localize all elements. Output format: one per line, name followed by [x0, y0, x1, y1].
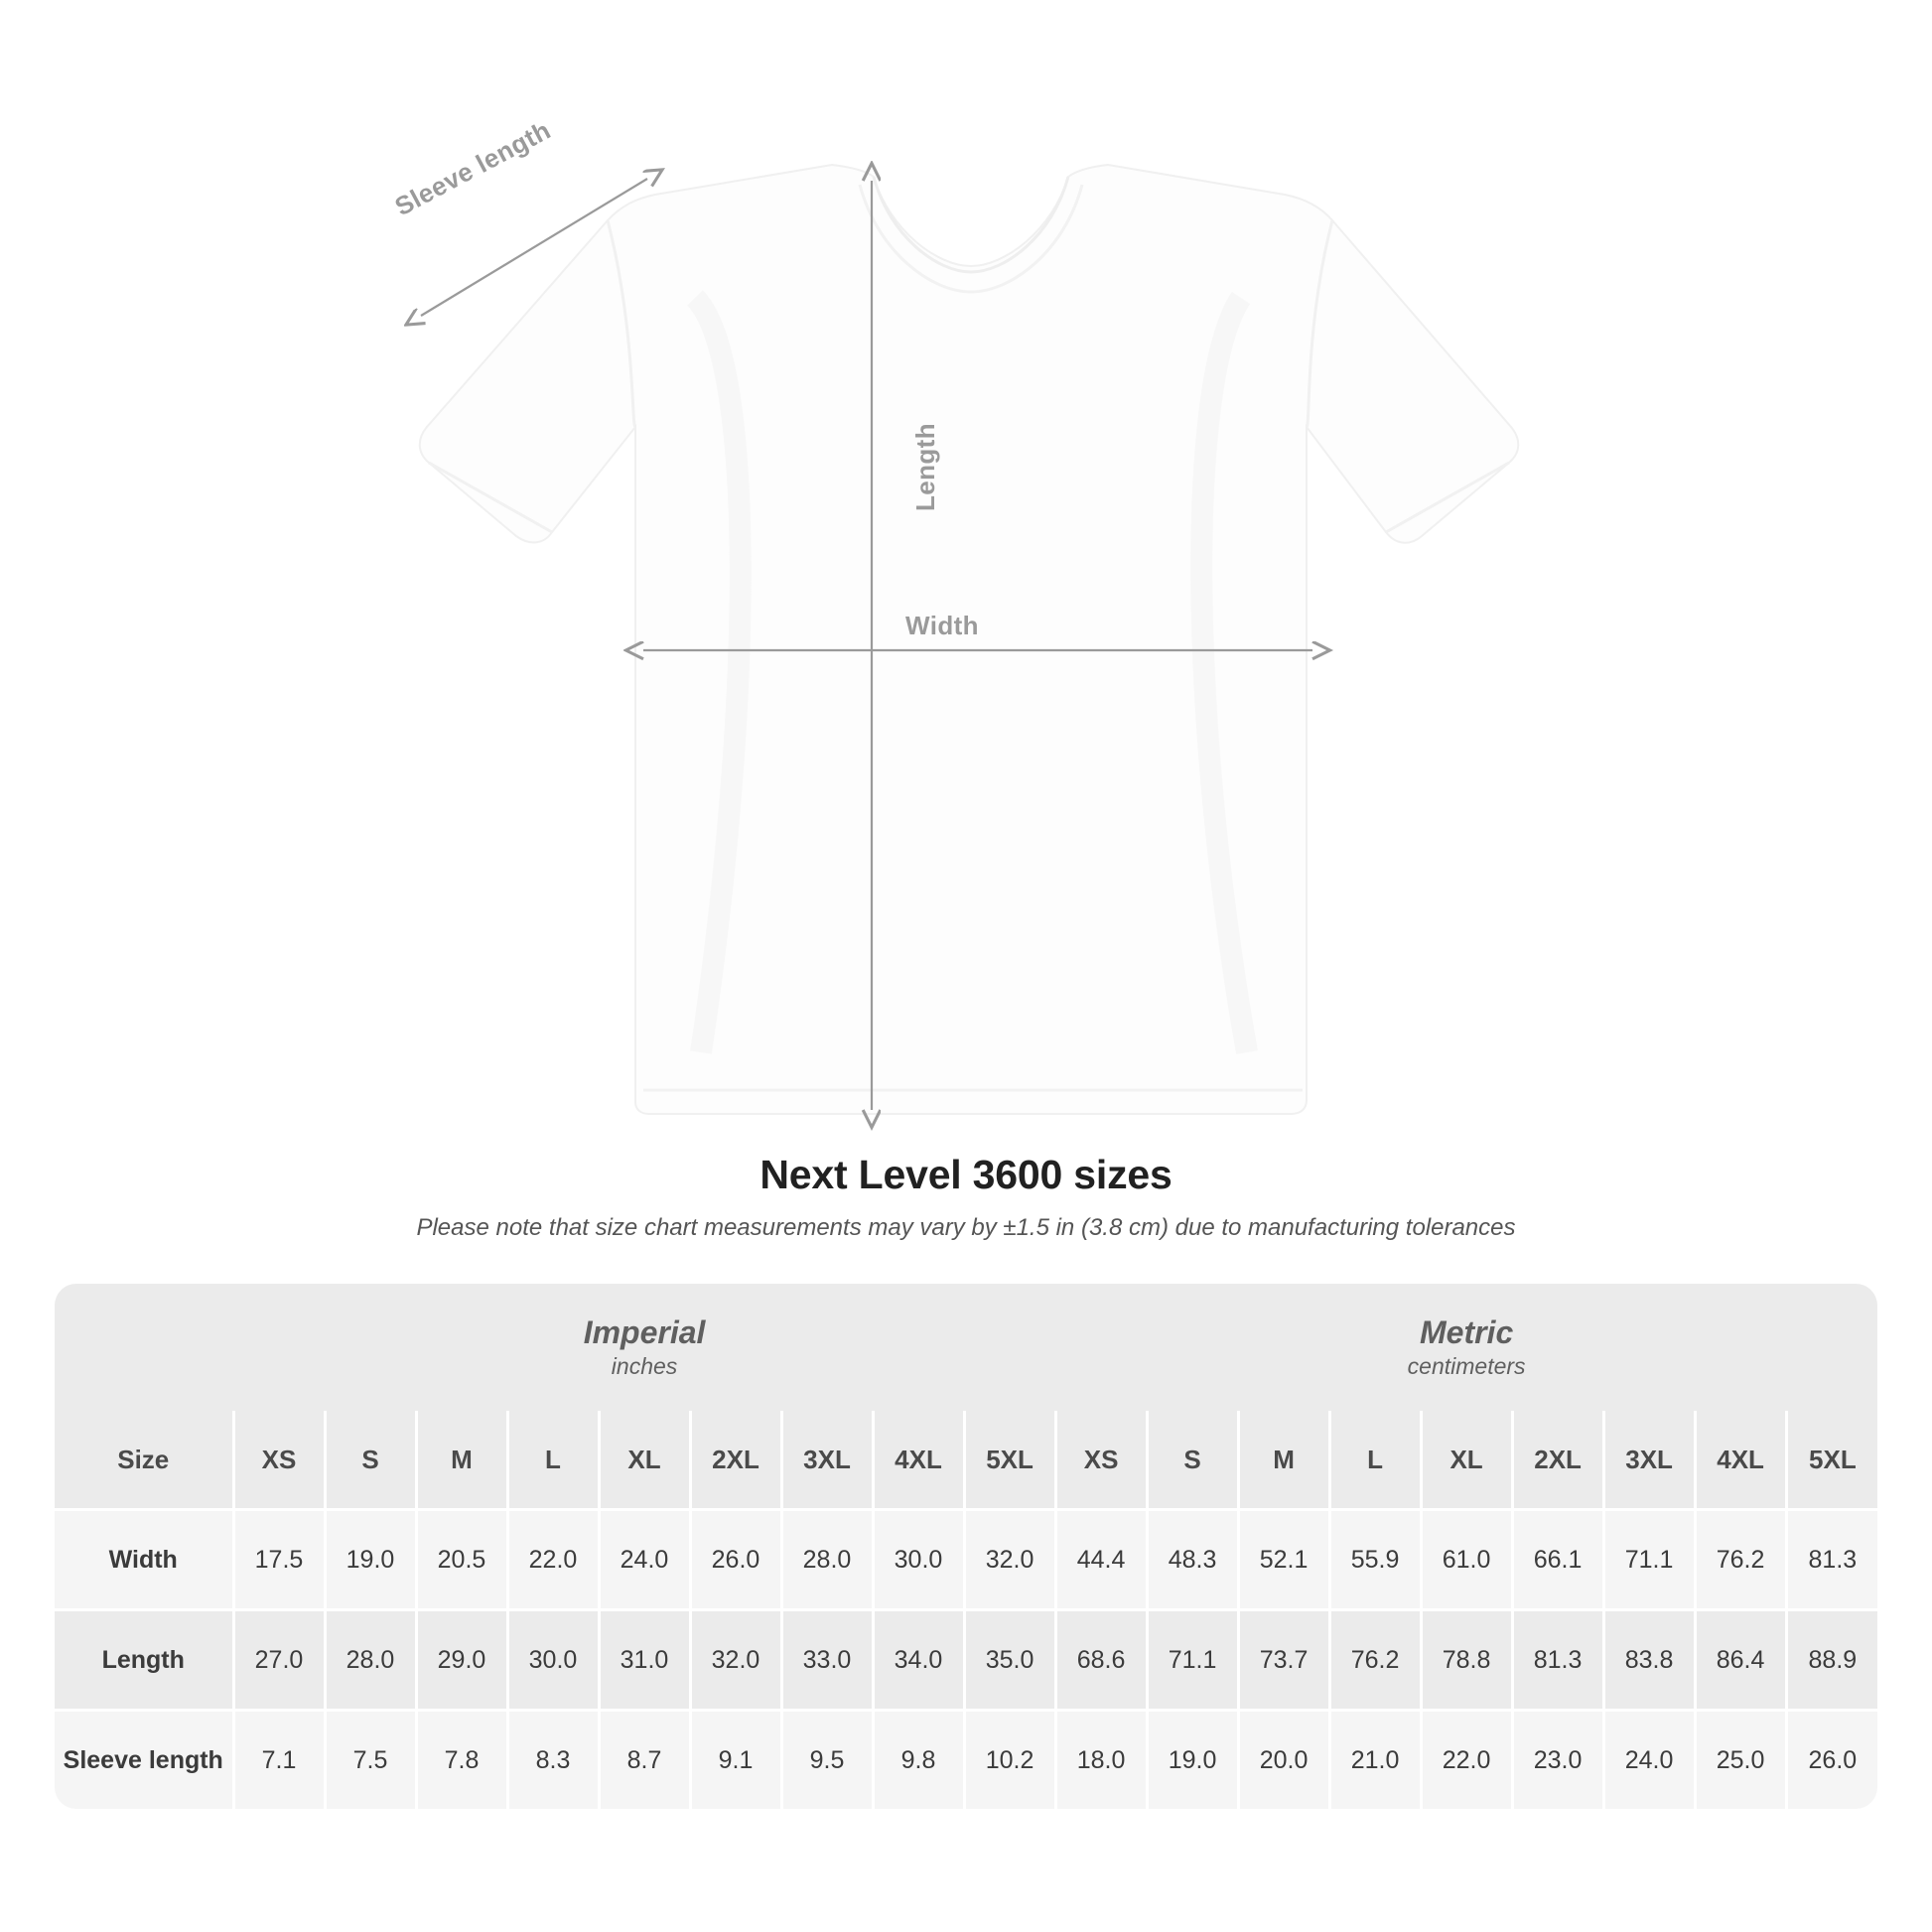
cell-width-metric-xs: 44.4 [1055, 1510, 1147, 1610]
cell-sleeve-imperial-2xl: 9.1 [690, 1711, 781, 1810]
table-row [55, 1610, 1877, 1711]
cell-width-imperial-3xl: 28.0 [781, 1510, 873, 1610]
cell-length-metric-xs: 68.6 [1055, 1610, 1147, 1711]
length-label: Length [910, 422, 941, 512]
size-header-imperial-m: M [416, 1411, 507, 1510]
cell-sleeve-imperial-3xl: 9.5 [781, 1711, 873, 1810]
size-header-imperial-4xl: 4XL [873, 1411, 964, 1510]
size-header-metric-l: L [1329, 1411, 1421, 1510]
cell-sleeve-imperial-4xl: 9.8 [873, 1711, 964, 1810]
width-label: Width [905, 611, 979, 640]
cell-length-imperial-s: 28.0 [325, 1610, 416, 1711]
metric-unit-name: Metric [1419, 1314, 1514, 1351]
cell-width-metric-s: 48.3 [1147, 1510, 1238, 1610]
cell-length-imperial-xl: 31.0 [599, 1610, 690, 1711]
cell-length-imperial-xs: 27.0 [233, 1610, 325, 1711]
size-header-imperial-s: S [325, 1411, 416, 1510]
size-table-wrapper [55, 1284, 1877, 1809]
size-header-metric-m: M [1238, 1411, 1329, 1510]
cell-length-metric-xl: 78.8 [1421, 1610, 1512, 1711]
cell-width-metric-2xl: 66.1 [1512, 1510, 1603, 1610]
cell-length-metric-s: 71.1 [1147, 1610, 1238, 1711]
cell-length-metric-m: 73.7 [1238, 1610, 1329, 1711]
row-label-sleeve-length: Sleeve length [55, 1711, 233, 1810]
cell-sleeve-imperial-m: 7.8 [416, 1711, 507, 1810]
cell-width-imperial-xl: 24.0 [599, 1510, 690, 1610]
size-header-imperial-5xl: 5XL [964, 1411, 1055, 1510]
cell-length-metric-l: 76.2 [1329, 1610, 1421, 1711]
metric-unit-header [1055, 1284, 1877, 1411]
cell-width-metric-4xl: 76.2 [1695, 1510, 1786, 1610]
table-corner-cell [55, 1284, 233, 1411]
cell-width-imperial-l: 22.0 [507, 1510, 599, 1610]
cell-sleeve-metric-s: 19.0 [1147, 1711, 1238, 1810]
cell-width-imperial-2xl: 26.0 [690, 1510, 781, 1610]
cell-length-imperial-m: 29.0 [416, 1610, 507, 1711]
size-header-label: Size [55, 1411, 233, 1510]
cell-width-metric-l: 55.9 [1329, 1510, 1421, 1610]
table-row [55, 1711, 1877, 1810]
size-header-row [55, 1411, 1877, 1510]
cell-length-metric-5xl: 88.9 [1786, 1610, 1877, 1711]
size-header-imperial-2xl: 2XL [690, 1411, 781, 1510]
title-block [0, 1152, 1932, 1242]
size-header-imperial-l: L [507, 1411, 599, 1510]
cell-length-imperial-5xl: 35.0 [964, 1610, 1055, 1711]
cell-sleeve-metric-xs: 18.0 [1055, 1711, 1147, 1810]
cell-sleeve-metric-m: 20.0 [1238, 1711, 1329, 1810]
cell-length-imperial-4xl: 34.0 [873, 1610, 964, 1711]
size-table [55, 1284, 1877, 1809]
size-header-metric-xl: XL [1421, 1411, 1512, 1510]
cell-width-imperial-s: 19.0 [325, 1510, 416, 1610]
cell-sleeve-metric-4xl: 25.0 [1695, 1711, 1786, 1810]
cell-width-metric-m: 52.1 [1238, 1510, 1329, 1610]
cell-length-metric-3xl: 83.8 [1603, 1610, 1695, 1711]
unit-header-row [55, 1284, 1877, 1411]
size-header-metric-3xl: 3XL [1603, 1411, 1695, 1510]
cell-length-imperial-l: 30.0 [507, 1610, 599, 1711]
cell-width-imperial-xs: 17.5 [233, 1510, 325, 1610]
size-header-metric-4xl: 4XL [1695, 1411, 1786, 1510]
imperial-unit-header [233, 1284, 1055, 1411]
cell-width-imperial-m: 20.5 [416, 1510, 507, 1610]
row-label-width: Width [55, 1510, 233, 1610]
tolerance-note: Please note that size chart measurements may vary by ±1.5 in (3.8 cm) due to manufacturing tolerances [416, 1214, 1516, 1241]
page-title: Next Level 3600 sizes [759, 1152, 1173, 1197]
cell-sleeve-metric-xl: 22.0 [1421, 1711, 1512, 1810]
cell-sleeve-metric-2xl: 23.0 [1512, 1711, 1603, 1810]
cell-width-metric-3xl: 71.1 [1603, 1510, 1695, 1610]
cell-sleeve-metric-3xl: 24.0 [1603, 1711, 1695, 1810]
cell-sleeve-metric-5xl: 26.0 [1786, 1711, 1877, 1810]
row-label-length: Length [55, 1610, 233, 1711]
cell-width-imperial-5xl: 32.0 [964, 1510, 1055, 1610]
size-header-metric-s: S [1147, 1411, 1238, 1510]
imperial-unit-name: Imperial [583, 1314, 706, 1351]
cell-sleeve-imperial-5xl: 10.2 [964, 1711, 1055, 1810]
cell-sleeve-imperial-xs: 7.1 [233, 1711, 325, 1810]
cell-length-imperial-2xl: 32.0 [690, 1610, 781, 1711]
metric-unit-sub: centimeters [1407, 1353, 1526, 1380]
cell-sleeve-imperial-s: 7.5 [325, 1711, 416, 1810]
size-header-metric-2xl: 2XL [1512, 1411, 1603, 1510]
cell-length-metric-4xl: 86.4 [1695, 1610, 1786, 1711]
cell-sleeve-imperial-xl: 8.7 [599, 1711, 690, 1810]
sleeve-length-label: Sleeve length [389, 114, 556, 222]
cell-length-imperial-3xl: 33.0 [781, 1610, 873, 1711]
cell-sleeve-imperial-l: 8.3 [507, 1711, 599, 1810]
size-header-metric-5xl: 5XL [1786, 1411, 1877, 1510]
size-header-metric-xs: XS [1055, 1411, 1147, 1510]
size-header-imperial-xs: XS [233, 1411, 325, 1510]
cell-width-metric-5xl: 81.3 [1786, 1510, 1877, 1610]
cell-width-imperial-4xl: 30.0 [873, 1510, 964, 1610]
size-header-imperial-xl: XL [599, 1411, 690, 1510]
table-row [55, 1510, 1877, 1610]
cell-width-metric-xl: 61.0 [1421, 1510, 1512, 1610]
imperial-unit-sub: inches [611, 1353, 678, 1380]
cell-sleeve-metric-l: 21.0 [1329, 1711, 1421, 1810]
cell-length-metric-2xl: 81.3 [1512, 1610, 1603, 1711]
size-header-imperial-3xl: 3XL [781, 1411, 873, 1510]
